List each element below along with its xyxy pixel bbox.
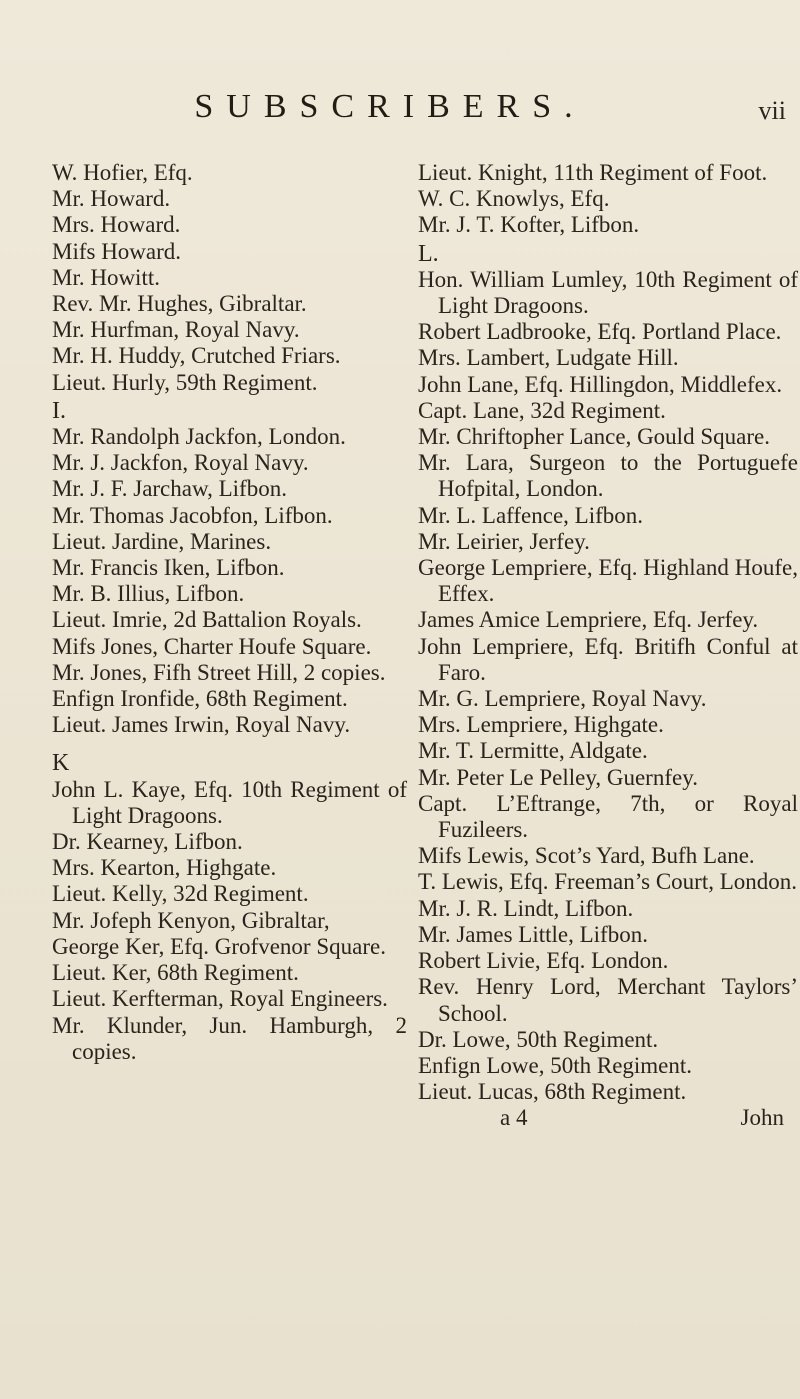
page-footer	[418, 1105, 798, 1131]
subscriber-entry: Hon. William Lumley, 10th Regiment of Light Dragoons.	[418, 266, 798, 319]
subscriber-entry: Mr. Jofeph Kenyon, Gibraltar,	[52, 907, 330, 933]
subscriber-entry: Mr. James Little, Lifbon.	[418, 921, 648, 947]
section-letter-k: K	[52, 750, 70, 777]
subscriber-entry: Rev. Mr. Hughes, Gibraltar.	[52, 291, 307, 317]
subscriber-entry: Robert Ladbrooke, Efq. Portland Place.	[418, 319, 782, 345]
subscriber-entry: Lieut. Kerfterman, Royal Engineers.	[52, 986, 388, 1012]
subscriber-entry: Lieut. Lucas, 68th Regiment.	[418, 1079, 687, 1105]
signature-mark: a 4	[500, 1105, 528, 1131]
subscriber-entry: Mr. J. R. Lindt, Lifbon.	[418, 895, 634, 921]
subscriber-entry: Mr. Jones, Fifh Street Hill, 2 copies.	[52, 659, 386, 685]
subscriber-entry: Mr. J. T. Kofter, Lifbon.	[418, 212, 640, 238]
subscriber-entry: Mr. Thomas Jacobfon, Lifbon.	[52, 502, 333, 528]
subscriber-entry: Mr. T. Lermitte, Aldgate.	[418, 738, 648, 764]
subscriber-entry: Mifs Jones, Charter Houfe Square.	[52, 633, 372, 659]
subscriber-entry: Dr. Lowe, 50th Regiment.	[418, 1026, 659, 1052]
subscriber-entry: Enfign Lowe, 50th Regiment.	[418, 1052, 693, 1078]
subscriber-entry: John Lane, Efq. Hillingdon, Middlefex.	[418, 371, 783, 397]
subscriber-entry: Mr. Randolph Jackfon, London.	[52, 424, 346, 450]
subscriber-entry: Mr. Hurfman, Royal Navy.	[52, 317, 300, 343]
subscriber-entry: John L. Kaye, Efq. 10th Regiment of Light Dragoons.	[52, 776, 407, 828]
subscriber-entry: Capt. L’Eftrange, 7th, or Royal Fuzileers.	[418, 790, 798, 843]
subscriber-entry: Mr. Howard.	[52, 186, 171, 212]
subscriber-entry: Lieut. Knight, 11th Regiment of Foot.	[418, 160, 768, 185]
subscriber-entry: Mr. Francis Iken, Lifbon.	[52, 555, 285, 581]
subscriber-entry: Lieut. James Irwin, Royal Navy.	[52, 712, 351, 738]
subscriber-entry: Mr. Howitt.	[52, 264, 160, 290]
section-letter-l: L.	[418, 240, 439, 267]
subscriber-entry: Mrs. Howard.	[52, 212, 181, 238]
subscriber-entry: Mrs. Lambert, Ludgate Hill.	[418, 345, 679, 371]
subscriber-entry: Mr. J. Jackfon, Royal Navy.	[52, 450, 309, 476]
subscriber-entry: W. C. Knowlys, Efq.	[418, 186, 610, 212]
running-head	[0, 88, 800, 138]
subscriber-entry: Mr. Leirier, Jerfey.	[418, 528, 590, 554]
subscriber-entry: Mr. L. Laffence, Lifbon.	[418, 502, 644, 528]
catchword: John	[740, 1105, 784, 1131]
subscriber-entry: Mr. Peter Le Pelley, Guernfey.	[418, 764, 698, 790]
subscriber-entry: Mr. Lara, Surgeon to the Portuguefe Hofpital, London.	[418, 450, 798, 502]
left-column	[52, 160, 407, 1065]
subscriber-entry: Lieut. Ker, 68th Regiment.	[52, 960, 299, 986]
subscriber-entry: W. Hofier, Efq.	[52, 160, 193, 185]
subscriber-entry: Mr. Chriftopher Lance, Gould Square.	[418, 424, 770, 450]
subscriber-entry: James Amice Lempriere, Efq. Jerfey.	[418, 607, 759, 633]
subscriber-entry: Mr. Klunder, Jun. Hamburgh, 2 copies.	[52, 1012, 407, 1064]
subscriber-entry: Dr. Kearney, Lifbon.	[52, 829, 243, 855]
subscriber-entry: Mifs Howard.	[52, 238, 182, 264]
subscriber-entry: Enfign Ironfide, 68th Regiment.	[52, 686, 348, 712]
subscriber-entry: Lieut. Hurly, 59th Regiment.	[52, 369, 318, 395]
subscriber-entry: George Ker, Efq. Grofvenor Square.	[52, 933, 386, 959]
subscriber-entry: Robert Livie, Efq. London.	[418, 948, 669, 974]
subscriber-entry: Capt. Lane, 32d Regiment.	[418, 397, 666, 423]
subscriber-entry: Lieut. Jardine, Marines.	[52, 528, 272, 554]
subscriber-entry: George Lempriere, Efq. Highland Houfe, Effex.	[418, 555, 798, 607]
subscriber-entry: Mr. B. Illius, Lifbon.	[52, 581, 245, 607]
page-number: vii	[758, 96, 786, 125]
section-letter-i: I.	[52, 397, 66, 424]
subscriber-entry: Mr. H. Huddy, Crutched Friars.	[52, 343, 341, 369]
subscriber-entry: Mrs. Lempriere, Highgate.	[418, 712, 664, 738]
subscriber-entry: Mifs Lewis, Scot’s Yard, Bufh Lane.	[418, 843, 755, 869]
subscriber-entry: Rev. Henry Lord, Merchant Taylors’ School.	[418, 974, 798, 1026]
subscriber-entry: Lieut. Imrie, 2d Battalion Royals.	[52, 607, 362, 633]
subscriber-entry: John Lempriere, Efq. Britifh Conful at Faro.	[418, 633, 798, 685]
page-title: SUBSCRIBERS.	[194, 88, 586, 125]
right-column	[418, 160, 798, 1132]
subscriber-entry: Mr. G. Lempriere, Royal Navy.	[418, 686, 707, 712]
subscriber-entry: Mr. J. F. Jarchaw, Lifbon.	[52, 476, 287, 502]
subscriber-entry: T. Lewis, Efq. Freeman’s Court, London.	[418, 869, 798, 895]
subscriber-entry: Mrs. Kearton, Highgate.	[52, 855, 277, 881]
subscriber-entry: Lieut. Kelly, 32d Regiment.	[52, 881, 309, 907]
